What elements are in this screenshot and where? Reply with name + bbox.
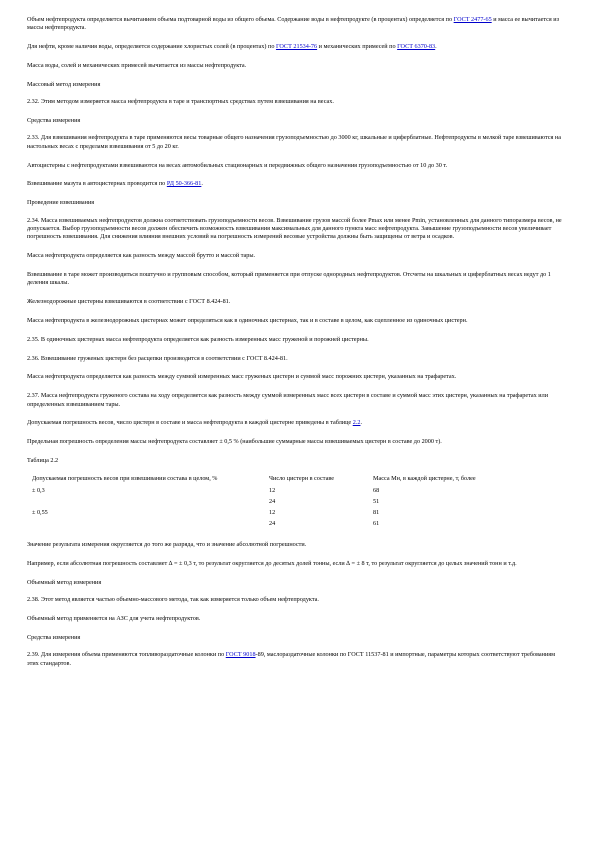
paragraph-2-36: 2.36. Взвешивание груженых цистерн без расцепки производится в соответствии с ГОСТ 8.424-81. (27, 354, 288, 362)
paragraph-water-content: Объем нефтепродукта определяется вычитанием объема подтоварной воды из общего объема. Содержание воды в нефтепродукте (в процентах) определяется по ГОСТ 2477-65 и масса ее вычитается из массы нефтепродукта. (27, 16, 560, 32)
paragraph-2-38: 2.38. Этот метод является частью объемно-массового метода, так как измеряется только объем нефтепродукта. (27, 596, 319, 604)
paragraph-tank-trucks: Автоцистерны с нефтепродуктами взвешиваются на весах автомобильных стационарных и передвижных общего назначения грузоподъемностью от 10 до 30 т. (27, 161, 448, 169)
heading-volume-method: Объемный метод измерения (27, 578, 102, 586)
table-cell: ± 0,3 (32, 486, 45, 494)
table-row (32, 509, 542, 520)
paragraph-subtract-mass: Масса воды, солей и механических примесей вычитается из массы нефтепродукта. (27, 62, 247, 69)
table-cell: 81 (373, 508, 380, 516)
link-gost-6370[interactable]: ГОСТ 6370-83 (397, 43, 436, 51)
table-row (32, 498, 542, 509)
table-header-cell: Допускаемая погрешность весов при взвешивании состава в целом, % (32, 475, 218, 483)
table-cell (32, 498, 269, 509)
paragraph-mass-difference: Масса нефтепродукта определяется как разность между суммой измеренных масс груженых цистерн и суммой масс порожних цистерн, указанных на трафаретах. (27, 373, 457, 381)
paragraph-rounding: Значение результата измерения округляется до того же разряда, что и значение абсолютной погрешности. (27, 541, 307, 549)
paragraph-gas-stations: Объемный метод применяется на АЗС для учета нефтепродуктов. (27, 615, 201, 623)
table-cell (32, 520, 269, 531)
table-header-cell: Масса Мн, в каждой цистерне, т, более (373, 475, 476, 483)
paragraph-2-37: 2.37. Масса нефтепродукта груженого состава на ходу определяется как разность между суммой измеренных масс всех цистерн в составе и суммой масс этих цистерн, указанных на трафаретах или определенных взвешиванием тары. (27, 392, 549, 408)
table-2-2 (32, 475, 542, 531)
heading-measuring-tools: Средства измерения (27, 117, 81, 124)
link-gost-9018[interactable]: ГОСТ 9018 (225, 651, 256, 659)
table-cell: 68 (373, 486, 380, 494)
paragraph-2-35: 2.35. В одиночных цистернах масса нефтепродукта определяется как разность измеренных масс груженой и порожней цистерны. (27, 335, 369, 343)
paragraph-table-ref: Допускаемая погрешность весов, число цистерн в составе и масса нефтепродукта в каждой цистерне приведены в таблице 2.2. (27, 419, 362, 427)
table-cell: 61 (373, 520, 380, 528)
paragraph-2-32: 2.32. Этим методом измеряется масса нефтепродукта в таре и транспортных средствах путем взвешивания на весах. (27, 98, 334, 106)
paragraph-2-34: 2.34. Масса взвешиваемых нефтепродуктов должна соответствовать грузоподъемности весов. Взвешивание грузов массой более Pmax или менее Pmin, установленных для данного типоразмера весов, не допускается. Выбор грузоподъемности весов должен обеспечить возможность взвешивания максимальных для данного пункта масс нефтепродукта. Завышение грузоподъемности весов увеличивает погрешность взвешивания. Для снижения влияния внешних условий на погрешность измерений весовые устройства должны быть защищены от ветра и осадков. (27, 216, 562, 241)
table-cell: 24 (269, 497, 276, 505)
paragraph-tank-mass: Масса нефтепродукта в железнодорожных цистернах может определяться как в одиночных цистернах, так и в составе в целом, как сцепленное из одиночных цистерн. (27, 317, 468, 325)
table-cell: 24 (269, 520, 276, 528)
table-header-row (32, 475, 542, 486)
link-rd-50-366[interactable]: РД 50-366-81 (166, 180, 202, 188)
table-cell: 51 (373, 497, 380, 505)
paragraph-2-33: 2.33. Для взвешивания нефтепродукта в таре применяются весы товарные общего назначения грузоподъемностью до 3000 кг, шкальные и циферблатные. Нефтепродукты в мелкой таре взвешиваются на настольных весах с пределами взвешивания от 5 до 20 кг. (27, 134, 561, 150)
paragraph-rounding-example: Например, если абсолютная погрешность составляет ∆ = ± 0,3 т, то результат округляется до десятых долей тонны, если ∆ = ± 8 т, то результат округляется до целых значений тонн и т.д. (27, 560, 517, 568)
heading-weighing: Проведение взвешивания (27, 199, 95, 207)
link-gost-21534[interactable]: ГОСТ 21534-76 (275, 43, 318, 51)
table-cell: 12 (269, 508, 276, 516)
paragraph-2-39: 2.39. Для измерения объема применяются топливораздаточные колонки по ГОСТ 9018-89, маслораздаточные колонки по ГОСТ 11537-81 и импортные, параметры которых соответствуют требованиям этих стандартов. (27, 651, 556, 667)
table-caption: Таблица 2.2 (27, 457, 59, 464)
heading-mass-method: Массовый метод измерения (27, 80, 101, 88)
table-header-cell: Число цистерн в составе (269, 475, 334, 483)
paragraph-limit-error: Предельная погрешность определения массы нефтепродукта составляет ± 0,5 % (наибольшие суммарные массы взвешиваемых цистерн в составе до 2000 т). (27, 438, 442, 446)
table-row (32, 520, 542, 531)
paragraph-oil-salts: Для нефти, кроме наличия воды, определяется содержание хлористых солей (в процентах) по ГОСТ 21534-76 и механических примесей по ГОСТ 6370-83. (27, 43, 437, 51)
table-cell: 12 (269, 486, 276, 494)
paragraph-gross-tare: Масса нефтепродукта определяется как разность между массой брутто и массой тары. (27, 252, 256, 260)
table-row (32, 487, 542, 498)
paragraph-fuel-oil: Взвешивание мазута в автоцистернах проводится по РД 50-366-81. (27, 180, 203, 188)
heading-measuring-tools-2: Средства измерения (27, 633, 81, 641)
paragraph-railway-tanks: Железнодорожные цистерны взвешиваются в соответствии с ГОСТ 8.424-81. (27, 298, 231, 306)
paragraph-weighing-in-tare: Взвешивание в таре может производиться поштучно и групповым способом, который применяется при отпуске однородных нефтепродуктов. Отсчеты на шкальных и циферблатных весах ведут до 1 деления шкалы. (27, 271, 551, 287)
link-gost-2477[interactable]: ГОСТ 2477-65 (453, 16, 492, 23)
link-table-2-2[interactable]: 2.2 (352, 419, 361, 427)
table-cell: ± 0,55 (32, 508, 48, 516)
